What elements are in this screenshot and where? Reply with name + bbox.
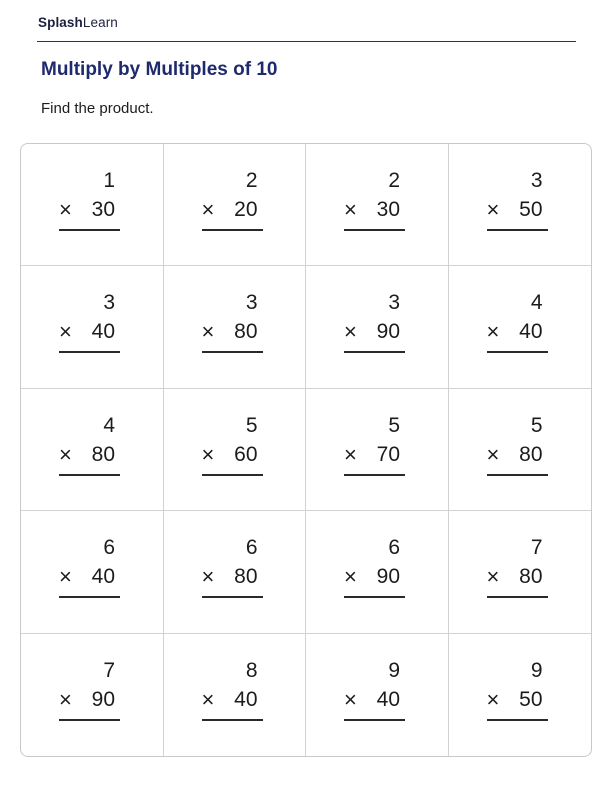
answer-line [344, 351, 405, 353]
multiplier: 50 [519, 198, 543, 221]
multiplier: 40 [519, 320, 543, 344]
multiplicand: 9 [388, 658, 400, 682]
answer-line [59, 719, 120, 721]
answer-line [344, 474, 405, 476]
multiplier: 80 [519, 442, 543, 466]
times-icon: × [59, 686, 72, 712]
multiplication-problem [485, 533, 549, 598]
multiplicand: 7 [530, 536, 543, 560]
answer-line [59, 474, 120, 476]
answer-line [202, 596, 263, 598]
multiplier: 80 [234, 565, 258, 589]
multiplier-row [342, 440, 406, 470]
multiplication-problem [200, 288, 264, 353]
multiplier-row [485, 562, 549, 592]
problem-cell [306, 144, 449, 266]
problem-cell [306, 634, 449, 756]
times-icon: × [486, 564, 500, 590]
header-divider [37, 41, 576, 42]
multiplication-problem [57, 288, 121, 353]
multiplier: 50 [519, 687, 543, 711]
multiplier-row [57, 685, 121, 715]
multiplier: 60 [234, 442, 258, 466]
times-icon: × [201, 319, 215, 345]
answer-line [487, 719, 548, 721]
multiplier-row [200, 685, 264, 715]
times-icon: × [201, 441, 215, 467]
problem-cell [21, 634, 164, 756]
multiplication-problem [342, 288, 406, 353]
problem-cell [21, 266, 164, 388]
multiplication-problem [485, 166, 549, 231]
problem-cell [449, 266, 592, 388]
multiplication-problem [200, 656, 264, 721]
multiplier-row [57, 440, 121, 470]
problem-grid [20, 143, 592, 757]
multiplier: 40 [91, 565, 115, 589]
multiplicand: 4 [103, 413, 115, 437]
times-icon: × [59, 197, 72, 222]
answer-line [344, 596, 405, 598]
problem-cell [164, 144, 307, 266]
times-icon: × [344, 686, 357, 712]
multiplier: 30 [376, 198, 400, 221]
multiplicand: 1 [103, 169, 115, 192]
multiplication-problem [342, 656, 406, 721]
multiplicand: 3 [245, 291, 258, 315]
times-icon: × [59, 319, 72, 345]
multiplier-row [200, 562, 264, 592]
problem-cell [449, 634, 592, 756]
multiplication-problem [342, 166, 406, 231]
multiplication-problem [485, 288, 549, 353]
times-icon: × [486, 686, 500, 712]
times-icon: × [344, 197, 357, 222]
multiplier-row [485, 440, 549, 470]
problem-cell [21, 144, 164, 266]
multiplicand: 8 [245, 658, 258, 682]
answer-line [59, 596, 120, 598]
multiplication-problem [57, 533, 121, 598]
multiplication-problem [342, 411, 406, 476]
multiplication-problem [200, 533, 264, 598]
multiplier: 80 [234, 320, 258, 344]
answer-line [344, 719, 405, 721]
multiplicand: 2 [245, 169, 258, 192]
times-icon: × [201, 197, 215, 222]
multiplier-row [342, 562, 406, 592]
multiplicand: 3 [530, 169, 543, 192]
problem-cell [306, 266, 449, 388]
problem-cell [164, 634, 307, 756]
problem-cell [306, 389, 449, 511]
answer-line [487, 474, 548, 476]
multiplier: 40 [376, 687, 400, 711]
multiplicand: 5 [388, 413, 400, 437]
multiplicand: 3 [103, 291, 115, 315]
multiplier-row [200, 195, 264, 225]
multiplicand: 5 [530, 413, 543, 437]
multiplicand: 5 [245, 413, 258, 437]
multiplier-row [342, 685, 406, 715]
answer-line [487, 229, 548, 231]
multiplication-problem [57, 411, 121, 476]
problem-cell [306, 511, 449, 633]
multiplier-row [200, 317, 264, 347]
multiplier-row [200, 440, 264, 470]
brand-logo-part-learn: Learn [82, 15, 118, 30]
times-icon: × [486, 441, 500, 467]
multiplicand: 6 [245, 536, 258, 560]
multiplicand: 2 [388, 169, 400, 192]
brand-logo [38, 15, 118, 30]
multiplier: 40 [91, 320, 115, 344]
times-icon: × [486, 197, 500, 222]
multiplier-row [57, 195, 121, 225]
problem-cell [21, 389, 164, 511]
times-icon: × [486, 319, 500, 345]
answer-line [59, 229, 120, 231]
multiplicand: 3 [388, 291, 400, 315]
multiplier-row [57, 317, 121, 347]
multiplicand: 6 [103, 536, 115, 560]
times-icon: × [344, 319, 357, 345]
problem-cell [449, 511, 592, 633]
problem-cell [164, 389, 307, 511]
multiplier-row [485, 195, 549, 225]
multiplicand: 6 [388, 536, 400, 560]
multiplier: 90 [91, 687, 115, 711]
problem-cell [21, 511, 164, 633]
problem-cell [449, 389, 592, 511]
multiplier-row [57, 562, 121, 592]
answer-line [202, 351, 263, 353]
answer-line [202, 229, 263, 231]
problem-cell [164, 266, 307, 388]
problem-cell [449, 144, 592, 266]
answer-line [344, 229, 405, 231]
worksheet-title: Multiply by Multiples of 10 [41, 59, 278, 80]
multiplier: 70 [376, 442, 400, 466]
multiplier: 90 [376, 320, 400, 344]
multiplier-row [485, 685, 549, 715]
brand-logo-part-splash: Splash [38, 15, 83, 30]
multiplication-problem [200, 411, 264, 476]
multiplication-problem [57, 656, 121, 721]
multiplier: 40 [234, 687, 258, 711]
multiplier: 80 [91, 442, 115, 466]
answer-line [59, 351, 120, 353]
multiplier-row [342, 317, 406, 347]
multiplication-problem [485, 656, 549, 721]
multiplier: 30 [91, 198, 115, 221]
times-icon: × [344, 441, 357, 467]
multiplication-problem [485, 411, 549, 476]
times-icon: × [59, 441, 72, 467]
multiplicand: 7 [103, 658, 115, 682]
multiplicand: 9 [530, 658, 543, 682]
multiplier: 90 [376, 565, 400, 589]
times-icon: × [201, 564, 215, 590]
multiplier-row [342, 195, 406, 225]
multiplication-problem [342, 533, 406, 598]
times-icon: × [201, 686, 215, 712]
multiplication-problem [57, 166, 121, 231]
answer-line [202, 474, 263, 476]
answer-line [202, 719, 263, 721]
answer-line [487, 596, 548, 598]
multiplicand: 4 [530, 291, 543, 315]
problem-cell [164, 511, 307, 633]
multiplier-row [485, 317, 549, 347]
times-icon: × [344, 564, 357, 590]
answer-line [487, 351, 548, 353]
worksheet-instructions: Find the product. [41, 100, 154, 117]
multiplier: 80 [519, 565, 543, 589]
times-icon: × [59, 564, 72, 590]
multiplier: 20 [234, 198, 258, 221]
multiplication-problem [200, 166, 264, 231]
